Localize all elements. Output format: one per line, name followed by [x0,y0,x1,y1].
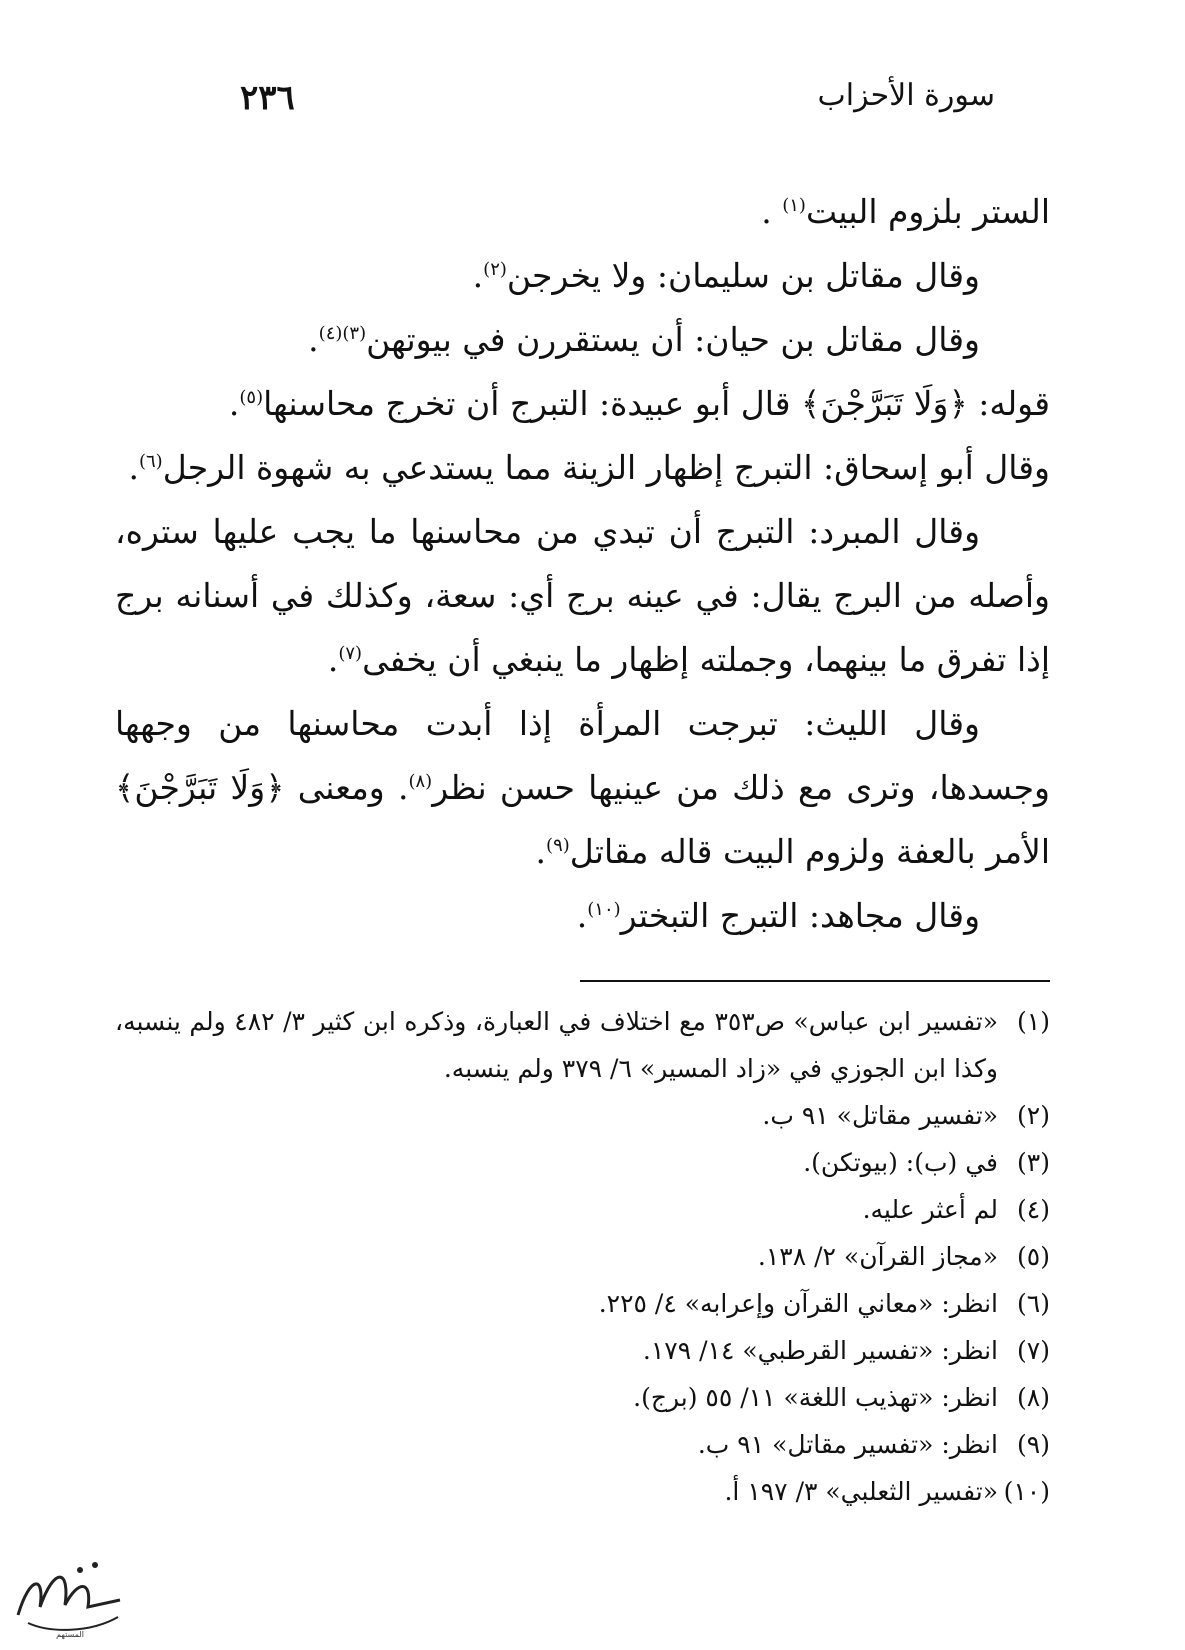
footnote-text: لم أعثر عليه. [862,1195,998,1224]
footnote [115,1280,1050,1327]
footnote-ref: (٩) [546,835,570,856]
footnote-ref: (٨) [408,771,433,792]
footnote-number: (١) [1017,1007,1050,1036]
paragraph-5: وقال أبو إسحاق: التبرج إظهار الزينة مما يستدعي به شهوة الرجل$^{(٦)}$. [128,448,1050,487]
footnote-number: (٣) [1017,1148,1050,1177]
footnote-text: «مجاز القرآن» ٢/ ١٣٨. [757,1242,998,1271]
paragraph-7: وقال الليث: تبرجت المرأة إذا أبدت محاسنها من وجهها وجسدها، وترى مع ذلك من عينيها حسن نظر$^{(٨)}$. ومعنى ﴿وَلَا تَبَرَّجْنَ﴾ الأمر بالعفة ولزوم البيت قاله مقاتل$^{(٩)}$. [115,704,1050,871]
footnote-ref: (٦) [138,451,163,472]
surah-title: سورة الأحزاب [817,78,995,113]
footnote-number: (٩) [1017,1430,1050,1459]
logo-text: المستهم [56,1630,84,1639]
footnote-number: (٧) [1017,1336,1050,1365]
footnote-text: انظر: «تفسير مقاتل» ٩١ ب. [697,1430,998,1459]
footnote [115,998,1050,1092]
footnotes [115,998,1050,1515]
footnote-text: انظر: «تهذيب اللغة» ١١/ ٥٥ (برج). [633,1383,998,1412]
footnote [115,1186,1050,1233]
footnote-text: انظر: «معاني القرآن وإعرابه» ٤/ ٢٢٥. [598,1289,998,1318]
footnote-number: (٢) [1017,1101,1050,1130]
footnote-number: (١٠) [1003,1477,1050,1506]
footnote-text: في (ب): (بيوتكن). [803,1148,998,1177]
footnote-number: (٦) [1017,1289,1050,1318]
footnote [115,1092,1050,1139]
paragraph-8: وقال مجاهد: التبرج التبختر$^{(١٠)}$. [576,896,980,935]
paragraph-4: قوله: ﴿وَلَا تَبَرَّجْنَ﴾ قال أبو عبيدة: التبرج أن تخرج محاسنها$^{(٥)}$. [228,384,1050,423]
footnote-text: «تفسير ابن عباس» ص٣٥٣ مع اختلاف في العبارة، وذكره ابن كثير ٣/ ٤٨٢ ولم ينسبه، وكذا ابن الجوزي في «زاد المسير» ٦/ ٣٧٩ ولم ينسبه. [115,1007,998,1083]
main-text [115,180,1050,948]
footnote-ref: (٣)(٤) [318,323,367,344]
footnote-text: «تفسير مقاتل» ٩١ ب. [762,1101,998,1130]
page-number: ٢٣٦ [240,78,295,118]
footnote-ref: (٥) [239,387,264,408]
footnote [115,1468,1050,1515]
footnote-ref: (٢) [483,259,507,280]
footnote [115,1139,1050,1186]
footnote [115,1374,1050,1421]
footnote-separator [580,980,1050,982]
footnote [115,1233,1050,1280]
footnote-ref: (١) [782,195,806,216]
publisher-logo [10,1545,130,1640]
footnote [115,1421,1050,1468]
paragraph-3: وقال مقاتل بن حيان: أن يستقررن في بيوتهن$^{(٣)(٤)}$. [308,320,980,359]
footnote-ref: (٧) [338,643,363,664]
footnote-text: «تفسير الثعلبي» ٣/ ١٩٧ أ. [724,1477,998,1506]
footnote-number: (٥) [1017,1242,1050,1271]
paragraph-2: وقال مقاتل بن سليمان: ولا يخرجن$^{(٢)}$. [472,256,980,295]
footnote-number: (٨) [1017,1383,1050,1412]
page-header [240,78,995,138]
footnote [115,1327,1050,1374]
footnote-text: انظر: «تفسير القرطبي» ١٤/ ١٧٩. [642,1336,998,1365]
paragraph-1: الستر بلزوم البيت$^{(١)}$ . [761,192,1050,231]
footnote-number: (٤) [1017,1195,1050,1224]
paragraph-6: وقال المبرد: التبرج أن تبدي من محاسنها ما يجب عليها ستره، وأصله من البرج يقال: في عينه برج أي: سعة، وكذلك في أسنانه برج إذا تفرق ما بينهما، وجملته إظهار ما ينبغي أن يخفى$^{(٧)}$. [115,512,1050,679]
footnote-ref: (١٠) [587,899,621,920]
